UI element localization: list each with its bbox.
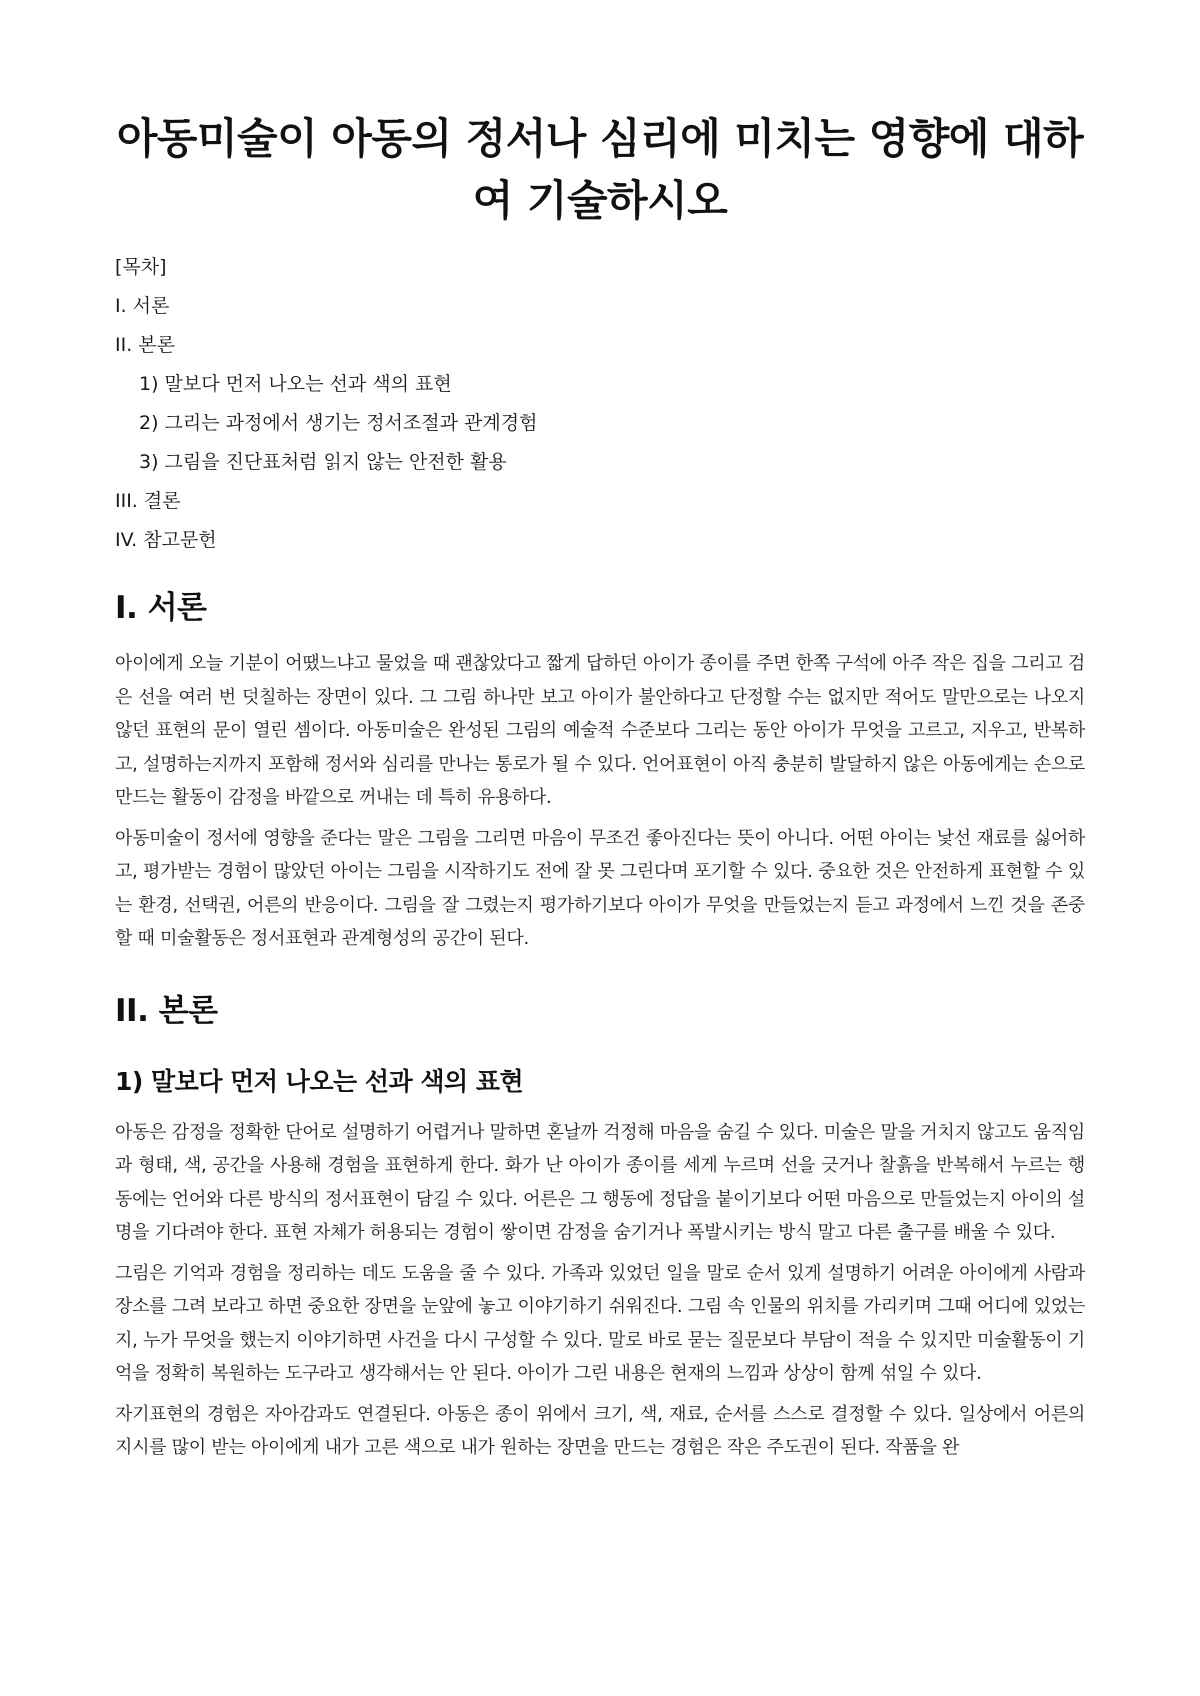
table-of-contents xyxy=(115,254,1085,553)
body-paragraph: 아동은 감정을 정확한 단어로 설명하기 어렵거나 말하면 혼날까 걱정해 마음을 숨길 수 있다. 미술은 말을 거치지 않고도 움직임과 형태, 색, 공간을 사용해 경험을 표현하게 한다. 화가 난 아이가 종이를 세게 누르며 선을 긋거나 찰흙을 반복해서 누르는 행동에는 언어와 다른 방식의 정서표현이 담길 수 있다. 어른은 그 행동에 정답을 붙이기보다 어떤 마음으로 만들었는지 아이의 설명을 기다려야 한다. 표현 자체가 허용되는 경험이 쌓이면 감정을 숨기거나 폭발시키는 방식 말고 다른 출구를 배울 수 있다. xyxy=(115,1121,1085,1243)
toc-item-body-3: 3) 그림을 진단표처럼 읽지 않는 안전한 활용 xyxy=(139,451,507,473)
section-heading-intro: I. 서론 xyxy=(115,590,207,626)
toc-item-body-1: 1) 말보다 먼저 나오는 선과 색의 표현 xyxy=(139,373,452,395)
toc-heading: [목차] xyxy=(115,256,167,278)
intro-paragraph: 아동미술이 정서에 영향을 준다는 말은 그림을 그리면 마음이 무조건 좋아진다는 뜻이 아니다. 어떤 아이는 낯선 재료를 싫어하고, 평가받는 경험이 많았던 아이는 그림을 시작하기도 전에 잘 못 그린다며 포기할 수 있다. 중요한 것은 안전하게 표현할 수 있는 환경, 선택권, 어른의 반응이다. 그림을 잘 그렸는지 평가하기보다 아이가 무엇을 만들었는지 듣고 과정에서 느낀 것을 존중할 때 미술활동은 정서표현과 관계형성의 공간이 된다. xyxy=(115,827,1085,949)
toc-item-intro: I. 서론 xyxy=(115,295,170,317)
toc-item-references: IV. 참고문헌 xyxy=(115,529,217,551)
document-title: 아동미술이 아동의 정서나 심리에 미치는 영향에 대하여 기술하시오 xyxy=(116,114,1084,225)
body-paragraph: 자기표현의 경험은 자아감과도 연결된다. 아동은 종이 위에서 크기, 색, 재료, 순서를 스스로 결정할 수 있다. 일상에서 어른의 지시를 많이 받는 아이에게 내가 고른 색으로 내가 원하는 장면을 만드는 경험은 작은 주도권이 된다. 작품을 완 xyxy=(115,1403,1085,1458)
toc-item-conclusion: III. 결론 xyxy=(115,490,181,512)
subsection-heading-1: 1) 말보다 먼저 나오는 선과 색의 표현 xyxy=(115,1066,524,1096)
toc-item-body: II. 본론 xyxy=(115,334,175,356)
section-heading-body: II. 본론 xyxy=(115,992,218,1029)
toc-item-body-2: 2) 그리는 과정에서 생기는 정서조절과 관계경험 xyxy=(139,412,538,434)
intro-paragraph: 아이에게 오늘 기분이 어땠느냐고 물었을 때 괜찮았다고 짧게 답하던 아이가 종이를 주면 한쪽 구석에 아주 작은 집을 그리고 검은 선을 여러 번 덧칠하는 장면이 있다. 그 그림 하나만 보고 아이가 불안하다고 단정할 수는 없지만 적어도 말만으로는 나오지 않던 표현의 문이 열린 셈이다. 아동미술은 완성된 그림의 예술적 수준보다 그리는 동안 아이가 무엇을 고르고, 지우고, 반복하고, 설명하는지까지 포함해 정서와 심리를 만나는 통로가 될 수 있다. 언어표현이 아직 충분히 발달하지 않은 아동에게는 손으로 만드는 활동이 감정을 바깥으로 꺼내는 데 특히 유용하다. xyxy=(115,653,1085,808)
body-paragraph: 그림은 기억과 경험을 정리하는 데도 도움을 줄 수 있다. 가족과 있었던 일을 말로 순서 있게 설명하기 어려운 아이에게 사람과 장소를 그려 보라고 하면 중요한 장면을 눈앞에 놓고 이야기하기 쉬워진다. 그림 속 인물의 위치를 가리키며 그때 어디에 있었는지, 누가 무엇을 했는지 이야기하면 사건을 다시 구성할 수 있다. 말로 바로 묻는 질문보다 부담이 적을 수 있지만 미술활동이 기억을 정확히 복원하는 도구라고 생각해서는 안 된다. 아이가 그린 내용은 현재의 느낌과 상상이 함께 섞일 수 있다. xyxy=(115,1262,1085,1384)
